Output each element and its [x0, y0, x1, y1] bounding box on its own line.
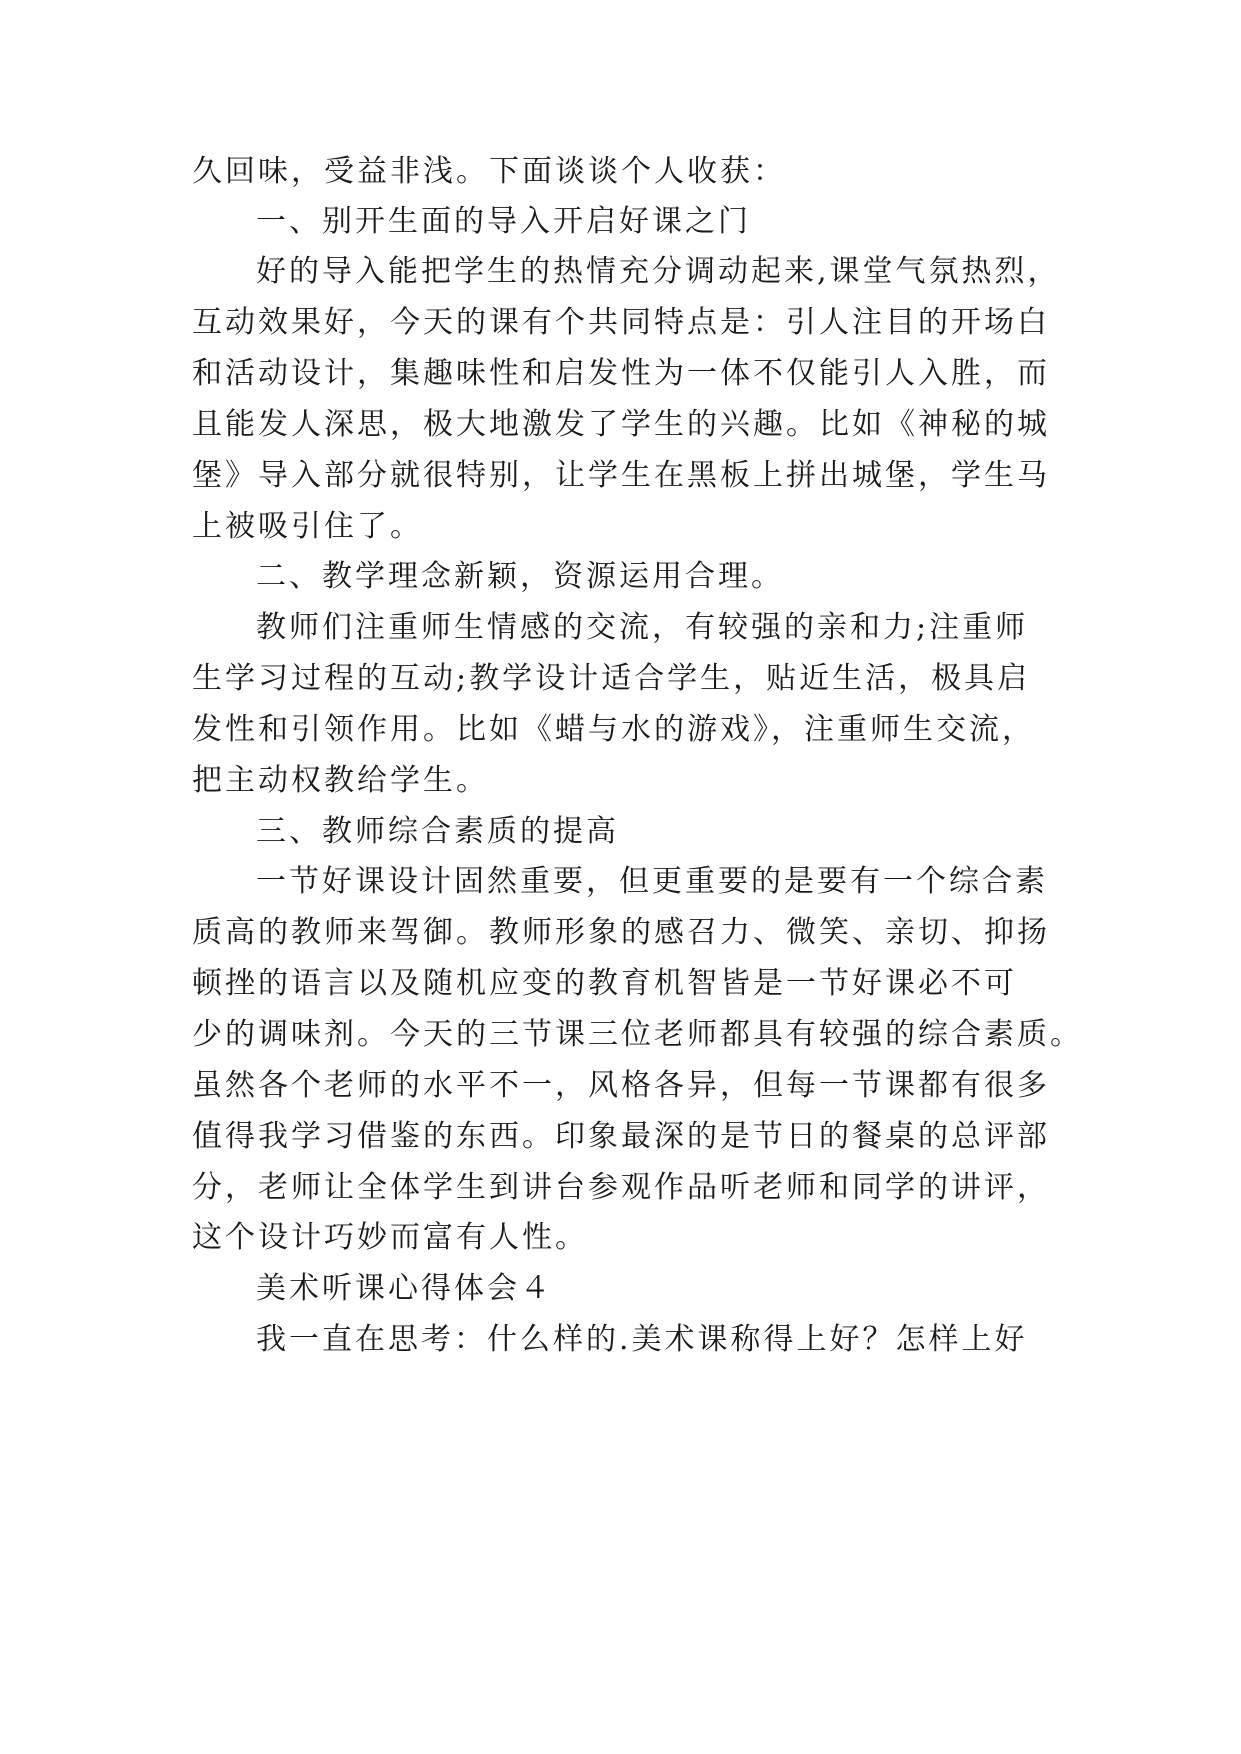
text-line: 好的导入能把学生的热情充分调动起来,课堂气氛热烈，: [256, 254, 1061, 289]
text-line: 分，老师让全体学生到讲台参观作品听老师和同学的讲评，: [192, 1170, 1050, 1205]
text-line: 发性和引领作用。比如《蜡与水的游戏》，注重师生交流，: [192, 712, 1035, 747]
text-line: 和活动设计，集趣味性和启发性为一体不仅能引人入胜，而: [192, 356, 1050, 391]
text-line: 且能发人深思，极大地激发了学生的兴趣。比如《神秘的城: [192, 407, 1050, 442]
text-line: 我一直在思考：什么样的.美术课称得上好？怎样上好: [256, 1322, 1028, 1357]
text-line: 上被吸引住了。: [192, 509, 423, 544]
text-line: 生学习过程的互动;教学设计适合学生，贴近生活，极具启: [192, 661, 1031, 696]
section-heading: 三、教师综合素质的提高: [256, 814, 619, 849]
text-line: 少的调味剂。今天的三节课三位老师都具有较强的综合素质。: [192, 1017, 1083, 1052]
section-heading: 美术听课心得体会４: [256, 1271, 553, 1306]
text-line: 把主动权教给学生。: [192, 763, 489, 798]
text-line: 一节好课设计固然重要，但更重要的是要有一个综合素: [256, 864, 1048, 899]
text-line: 互动效果好，今天的课有个共同特点是：引人注目的开场白: [192, 305, 1050, 340]
text-line: 顿挫的语言以及随机应变的教育机智皆是一节好课必不可: [192, 966, 1017, 1001]
text-line: 值得我学习借鉴的东西。印象最深的是节日的餐桌的总评部: [192, 1119, 1050, 1154]
text-line: 堡》导入部分就很特别，让学生在黑板上拼出城堡，学生马: [192, 458, 1050, 493]
text-line: 教师们注重师生情感的交流，有较强的亲和力;注重师: [256, 610, 1029, 645]
section-heading: 二、教学理念新颖，资源运用合理。: [256, 559, 784, 594]
text-line: 虽然各个老师的水平不一，风格各异，但每一节课都有很多: [192, 1068, 1050, 1103]
text-line: 质高的教师来驾御。教师形象的感召力、微笑、亲切、抑扬: [192, 915, 1050, 950]
text-line: 这个设计巧妙而富有人性。: [192, 1220, 588, 1255]
text-line: 久回味，受益非浅。下面谈谈个人收获：: [192, 154, 786, 189]
section-heading: 一、别开生面的导入开启好课之门: [256, 204, 751, 239]
